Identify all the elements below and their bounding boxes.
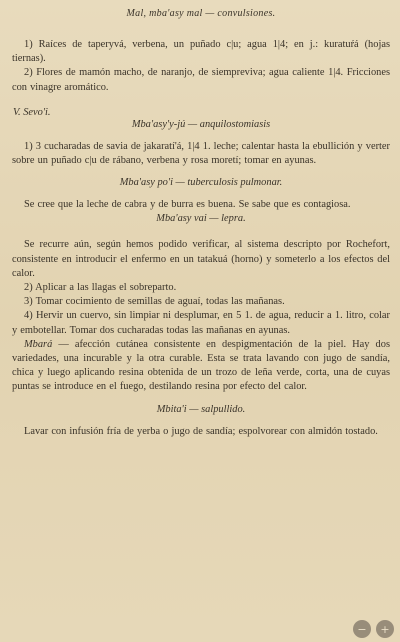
- disease-title-salpullido: Mbita'i — salpullido.: [156, 403, 246, 415]
- remedy-salpullido: Lavar con infusión fría de yerba o jugo de sandía; espolvorear con almidón tostado.: [24, 425, 378, 437]
- disease-title-tuberculosis: Mba'asy po'i — tuberculosis pulmonar.: [119, 177, 283, 189]
- zoom-in-icon[interactable]: +: [376, 620, 394, 638]
- remedy-lepra-4: 4) Hervir un cuervo, sin limpiar ni desplumar, en 5 1. de agua, reducir a 1. litro, colar y embotellar. Tomar dos cucharadas todas las mañanas en ayunas.: [12, 310, 390, 336]
- zoom-controls: [353, 620, 394, 638]
- text-mbara: [12, 338, 390, 395]
- remedy-anquilostomiasis: 1) 3 cucharadas de savia de jakaratí'á, 1|4 1. leche; calentar hasta la ebullición y verter sobre un puñado c|u de rábano, verbena y rosa moretí; tomar en ayunas.: [12, 140, 390, 167]
- disease-title-anquilostomiasis: Mba'asy'y-jú — anquilostomiasis: [131, 118, 271, 130]
- remedy-lepra-3: 3) Tomar cocimiento de semillas de aguaí, todas las mañanas.: [24, 296, 285, 308]
- term-mbara: Mbará: [24, 338, 53, 350]
- zoom-out-icon[interactable]: −: [353, 620, 371, 638]
- text-mbara-body: — afección cutánea consistente en despigmentación de la piel. Hay dos variedades, una incurable y la otra curable. Esta se trata lavando con jugo de sandía, chica y luego aplicando resina obtenida de un trozo de leña verde, corta, una de cuyas puntas se introduce en el fuego, destilando resina por efecto del calor.: [12, 338, 390, 393]
- remedy-1: 1) Raíces de taperyvá, verbena, un puñado c|u; agua 1|4; en j.: kuratuŕá (hojas tiernas).: [12, 39, 390, 65]
- text-tuberculosis: Se cree que la leche de cabra y de burra es buena. Se sabe que es contagiosa.: [24, 199, 351, 211]
- text-lepra: Se recurre aún, según hemos podido verificar, al sistema descripto por Rochefort, consistente en introducir el enfermo en un tatakuá (horno) y someterlo a los efectos del calor.: [12, 239, 390, 279]
- disease-title-lepra: Mba'asy vai — lepra.: [156, 213, 246, 225]
- remedy-2: 2) Flores de mamón macho, de naranjo, de siempreviva; agua caliente 1|4. Fricciones con vinagre aromático.: [12, 67, 390, 93]
- remedy-lepra-2: 2) Aplicar a las llagas el sobreparto.: [24, 282, 177, 294]
- section-heading: V. Sevo'i.: [13, 106, 51, 118]
- page-header: Mal, mba'asy mal — convulsiones.: [126, 8, 276, 19]
